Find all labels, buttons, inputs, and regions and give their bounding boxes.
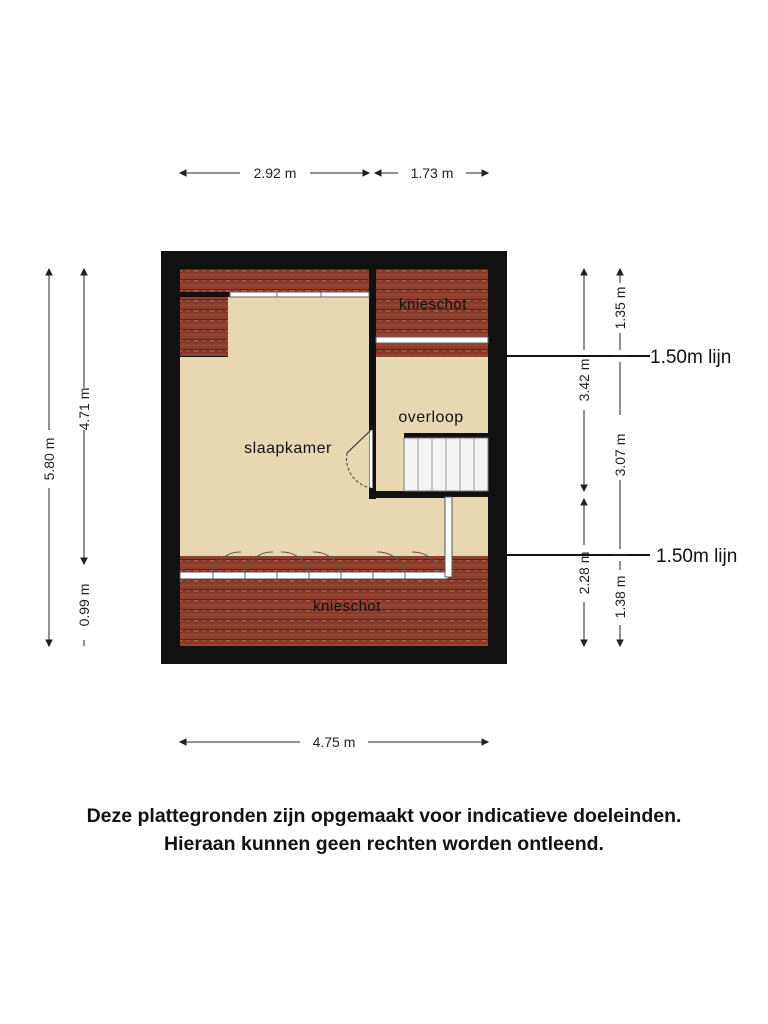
roof-zone-top-left-corner bbox=[180, 292, 228, 356]
inner-wall-stair bbox=[369, 491, 445, 498]
dim-label-top-left: 2.92 m bbox=[253, 165, 297, 181]
disclaimer-line-1: Deze plattegronden zijn opgemaakt voor indicatieve doeleinden. bbox=[86, 805, 682, 827]
lijn-upper-label: 1.50m lijn bbox=[650, 347, 732, 368]
skylight-top-left bbox=[230, 292, 369, 297]
dim-label-right-inner-lower: 2.28 m bbox=[576, 551, 592, 595]
skylight-knieschot-top bbox=[376, 337, 488, 343]
dim-label-left-lower: 0.99 m bbox=[76, 583, 92, 627]
dim-label-bottom: 4.75 m bbox=[312, 734, 356, 750]
staircase bbox=[404, 438, 488, 491]
dim-label-left-total: 5.80 m bbox=[41, 437, 57, 481]
room-label-knieschot-bottom: knieschot bbox=[313, 598, 381, 615]
room-label-overloop: overloop bbox=[398, 409, 464, 426]
roof-zone-top-left bbox=[180, 269, 369, 292]
lijn-lower-label: 1.50m lijn bbox=[656, 546, 738, 567]
dim-label-right-outer-lower: 1.38 m bbox=[612, 575, 628, 619]
room-label-knieschot-top: knieschot bbox=[399, 296, 467, 313]
room-label-slaapkamer: slaapkamer bbox=[244, 440, 332, 457]
knieschot-top-zone bbox=[376, 269, 488, 357]
disclaimer bbox=[0, 802, 768, 858]
stair-wall-top bbox=[404, 433, 488, 438]
dim-label-top-right: 1.73 m bbox=[410, 165, 454, 181]
dim-label-left-upper: 4.71 m bbox=[76, 387, 92, 431]
inner-wall-top-left bbox=[180, 292, 230, 297]
dim-label-right-middle: 3.07 m bbox=[612, 433, 628, 477]
dim-label-right-inner-upper: 3.42 m bbox=[576, 358, 592, 402]
overloop-floor-side bbox=[376, 433, 404, 491]
dim-label-right-outer-upper: 1.35 m bbox=[612, 286, 628, 330]
disclaimer-line-2: Hieraan kunnen geen rechten worden ontleend. bbox=[164, 833, 604, 855]
